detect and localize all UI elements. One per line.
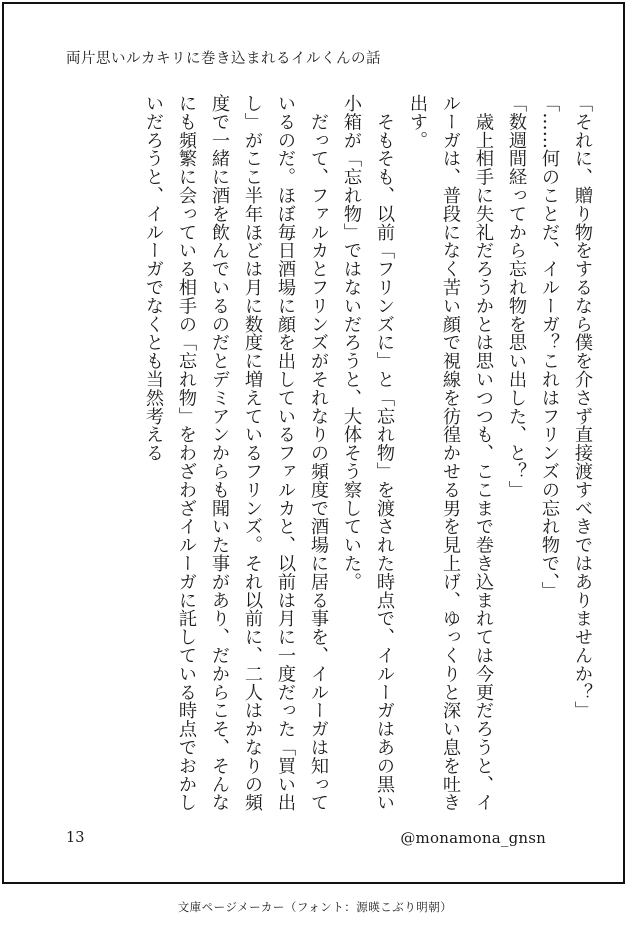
paragraph: 「数週間経ってから忘れ物を思い出した、と？」: [506, 94, 527, 499]
author-handle: @monamona_gnsn: [400, 829, 546, 847]
page-frame: [2, 2, 625, 884]
page-number: 13: [66, 830, 85, 846]
paragraph: だって、ファルカとフリンズがそれなりの頻度で酒場に居る事を、イルーガは知っているのだ。ほぼ毎日酒場に顔を出しているファルカと、以前は月に一度だった「買い出し」がここ半年ほどは月に数度に増えているフリンズ。それ以前に、二人はかなりの頻度で一緒に酒を飲んでいるのだとデミアンからも聞いた事があり、だからこそ、そんなにも頻繁に会っている相手の「忘れ物」をわざわざイルーガに託している時点でおかしいだろうと、イルーガでなくとも当然考える: [143, 94, 329, 812]
paragraph: 「……何のことだ、イルーガ？これはフリンズの忘れ物で、」: [539, 94, 560, 601]
vertical-body-text: [69, 94, 599, 814]
paragraph: 「それに、贈り物をするなら僕を介さず直接渡すべきではありませんか？」: [572, 94, 593, 720]
paragraph: そもそも、以前「フリンズに」と「忘れ物」を渡された時点で、イルーガはあの黒い小箱が「忘れ物」ではないだろうと、大体そう察していた。: [341, 94, 395, 812]
paragraph: 歳上相手に失礼だろうかとは思いつつも、ここまで巻き込まれては今更だろうと、イルーガは、普段になく苦い顔で視線を彷徨かせる男を見上げ、ゆっくりと深い息を吐き出す。: [407, 94, 494, 812]
generator-credit: 文庫ページメーカー（フォント：源暎こぶり明朝）: [177, 900, 453, 914]
page-title: 両片思いルカキリに巻き込まれるイルくんの話: [66, 51, 381, 67]
